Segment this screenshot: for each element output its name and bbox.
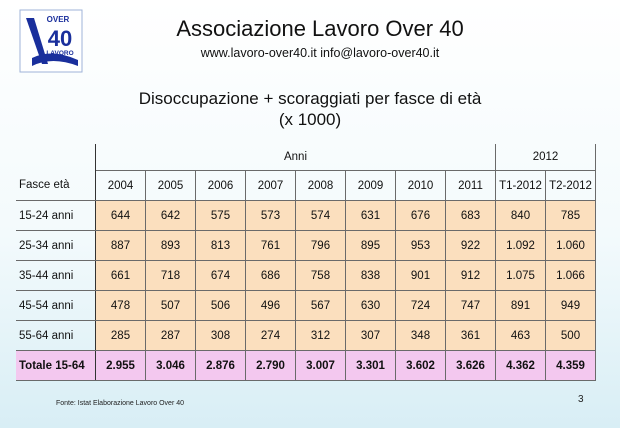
data-cell: 893 [146, 231, 196, 261]
column-header-2008: 2008 [296, 171, 346, 201]
data-cell: 506 [196, 291, 246, 321]
total-cell: 4.359 [546, 351, 596, 381]
table-row [16, 231, 596, 261]
row-header-label: Fasce età [16, 171, 96, 201]
column-header-2011: 2011 [446, 171, 496, 201]
data-cell: 1.075 [496, 261, 546, 291]
data-cell: 761 [246, 231, 296, 261]
chart-subtitle: (x 1000) [278, 110, 342, 129]
column-header-2010: 2010 [396, 171, 446, 201]
column-header-2004: 2004 [96, 171, 146, 201]
corner-cell [16, 144, 96, 171]
row-label: 25-34 anni [16, 231, 96, 261]
column-header-2006: 2006 [196, 171, 246, 201]
data-cell: 348 [396, 321, 446, 351]
data-cell: 891 [496, 291, 546, 321]
data-cell: 683 [446, 201, 496, 231]
data-cell: 642 [146, 201, 196, 231]
data-cell: 500 [546, 321, 596, 351]
data-cell: 274 [246, 321, 296, 351]
page-title: Associazione Lavoro Over 40 [176, 16, 464, 41]
data-cell: 895 [346, 231, 396, 261]
data-cell: 661 [96, 261, 146, 291]
data-cell: 630 [346, 291, 396, 321]
total-label: Totale 15-64 [16, 351, 96, 381]
data-cell: 840 [496, 201, 546, 231]
data-cell: 953 [396, 231, 446, 261]
column-header-2007: 2007 [246, 171, 296, 201]
source-note: Fonte: Istat Elaborazione Lavoro Over 40 [56, 400, 185, 407]
data-cell: 307 [346, 321, 396, 351]
column-header-2009: 2009 [346, 171, 396, 201]
data-cell: 1.066 [546, 261, 596, 291]
data-cell: 747 [446, 291, 496, 321]
group-header-row [16, 144, 596, 171]
table-row [16, 291, 596, 321]
logo-text-40: 40 [47, 26, 73, 51]
column-header-t2-2012: T2-2012 [546, 171, 596, 201]
column-header-2005: 2005 [146, 171, 196, 201]
data-cell: 1.060 [546, 231, 596, 261]
data-cell: 312 [296, 321, 346, 351]
total-cell: 3.007 [296, 351, 346, 381]
over40-logo [18, 8, 84, 74]
data-cell: 496 [246, 291, 296, 321]
data-cell: 901 [396, 261, 446, 291]
group-header-anni: Anni [96, 144, 496, 171]
total-cell: 4.362 [496, 351, 546, 381]
group-header-2012: 2012 [496, 144, 596, 171]
data-cell: 674 [196, 261, 246, 291]
total-cell: 3.626 [446, 351, 496, 381]
data-cell: 949 [546, 291, 596, 321]
data-cell: 813 [196, 231, 246, 261]
data-cell: 838 [346, 261, 396, 291]
total-cell: 2.955 [96, 351, 146, 381]
total-cell: 3.046 [146, 351, 196, 381]
column-header-row [16, 171, 596, 201]
data-cell: 922 [446, 231, 496, 261]
data-cell: 785 [546, 201, 596, 231]
row-label: 35-44 anni [16, 261, 96, 291]
data-cell: 573 [246, 201, 296, 231]
data-cell: 308 [196, 321, 246, 351]
chart-title-block [60, 88, 560, 130]
data-cell: 887 [96, 231, 146, 261]
chart-title: Disoccupazione + scoraggiati per fasce di età [138, 89, 482, 108]
total-row [16, 351, 596, 381]
data-cell: 463 [496, 321, 546, 351]
data-cell: 686 [246, 261, 296, 291]
row-label: 45-54 anni [16, 291, 96, 321]
data-cell: 285 [96, 321, 146, 351]
data-cell: 796 [296, 231, 346, 261]
data-cell: 631 [346, 201, 396, 231]
total-cell: 2.790 [246, 351, 296, 381]
total-cell: 3.301 [346, 351, 396, 381]
data-cell: 575 [196, 201, 246, 231]
data-cell: 574 [296, 201, 346, 231]
table-row [16, 261, 596, 291]
logo-text-over: OVER [46, 15, 70, 24]
data-cell: 718 [146, 261, 196, 291]
row-label: 15-24 anni [16, 201, 96, 231]
data-cell: 567 [296, 291, 346, 321]
data-cell: 507 [146, 291, 196, 321]
table-row [16, 321, 596, 351]
data-cell: 912 [446, 261, 496, 291]
column-header-t1-2012: T1-2012 [496, 171, 546, 201]
total-cell: 3.602 [396, 351, 446, 381]
logo-text-lavoro: LAVORO [46, 50, 74, 57]
total-cell: 2.876 [196, 351, 246, 381]
row-label: 55-64 anni [16, 321, 96, 351]
data-cell: 758 [296, 261, 346, 291]
data-cell: 644 [96, 201, 146, 231]
data-cell: 478 [96, 291, 146, 321]
data-cell: 724 [396, 291, 446, 321]
data-table [16, 144, 596, 381]
data-cell: 676 [396, 201, 446, 231]
page-number: 3 [578, 394, 584, 405]
contact-line: www.lavoro-over40.it info@lavoro-over40.it [200, 46, 440, 60]
data-cell: 287 [146, 321, 196, 351]
data-cell: 361 [446, 321, 496, 351]
data-cell: 1.092 [496, 231, 546, 261]
table-row [16, 201, 596, 231]
